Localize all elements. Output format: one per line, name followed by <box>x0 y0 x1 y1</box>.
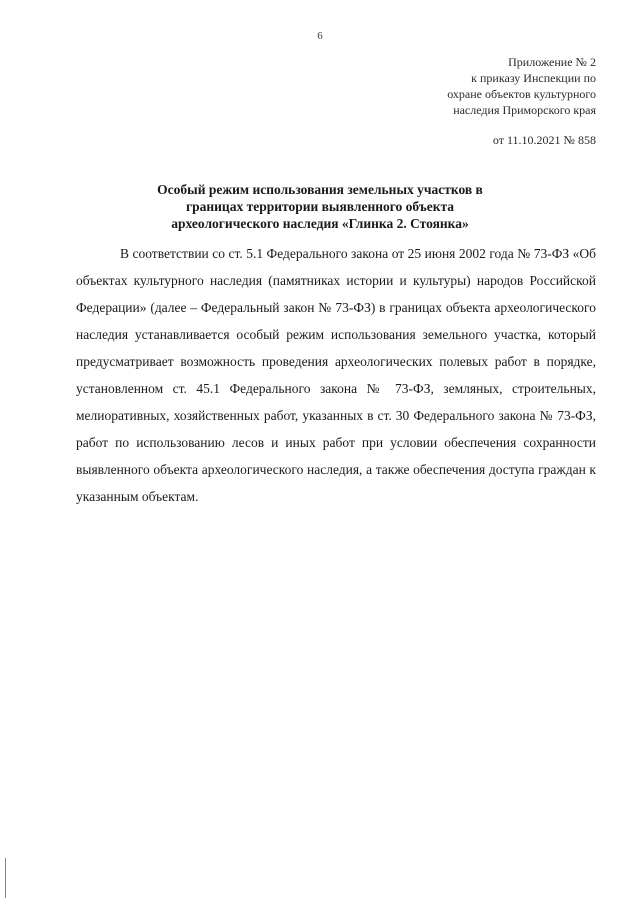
appendix-line: Приложение № 2 <box>508 55 596 69</box>
document-title <box>110 181 530 232</box>
body-paragraph: В соответствии со ст. 5.1 Федерального закона от 25 июня 2002 года № 73-ФЗ «Об объектах культурного наследия (памятниках истории и культуры) народов Российской Федерации» (далее – Федеральный закон № 73-ФЗ) в границах объекта археологического наследия устанавливается особый режим использования земельного участка, который предусматривает возможность проведения археологических полевых работ в порядке, установленном ст. 45.1 Федерального закона № 73-ФЗ, земляных, строительных, мелиоративных, хозяйственных работ, указанных в ст. 30 Федерального закона № 73-ФЗ, работ по использованию лесов и иных работ при условии обеспечения сохранности выявленного объекта археологического наследия, а также обеспечения доступа граждан к указанным объектам. <box>76 246 596 504</box>
title-line: Особый режим использования земельных участков в <box>157 182 483 197</box>
title-line: археологического наследия «Глинка 2. Стоянка» <box>171 216 469 231</box>
page-number: 6 <box>317 30 323 42</box>
appendix-line: охране объектов культурного <box>447 87 596 101</box>
appendix-block <box>376 54 596 118</box>
title-line: границах территории выявленного объекта <box>185 199 455 214</box>
order-date: от 11.10.2021 № 858 <box>492 133 596 147</box>
appendix-line: наследия Приморского края <box>453 103 596 117</box>
scan-edge-mark <box>5 858 6 898</box>
appendix-line: к приказу Инспекции по <box>471 71 596 85</box>
